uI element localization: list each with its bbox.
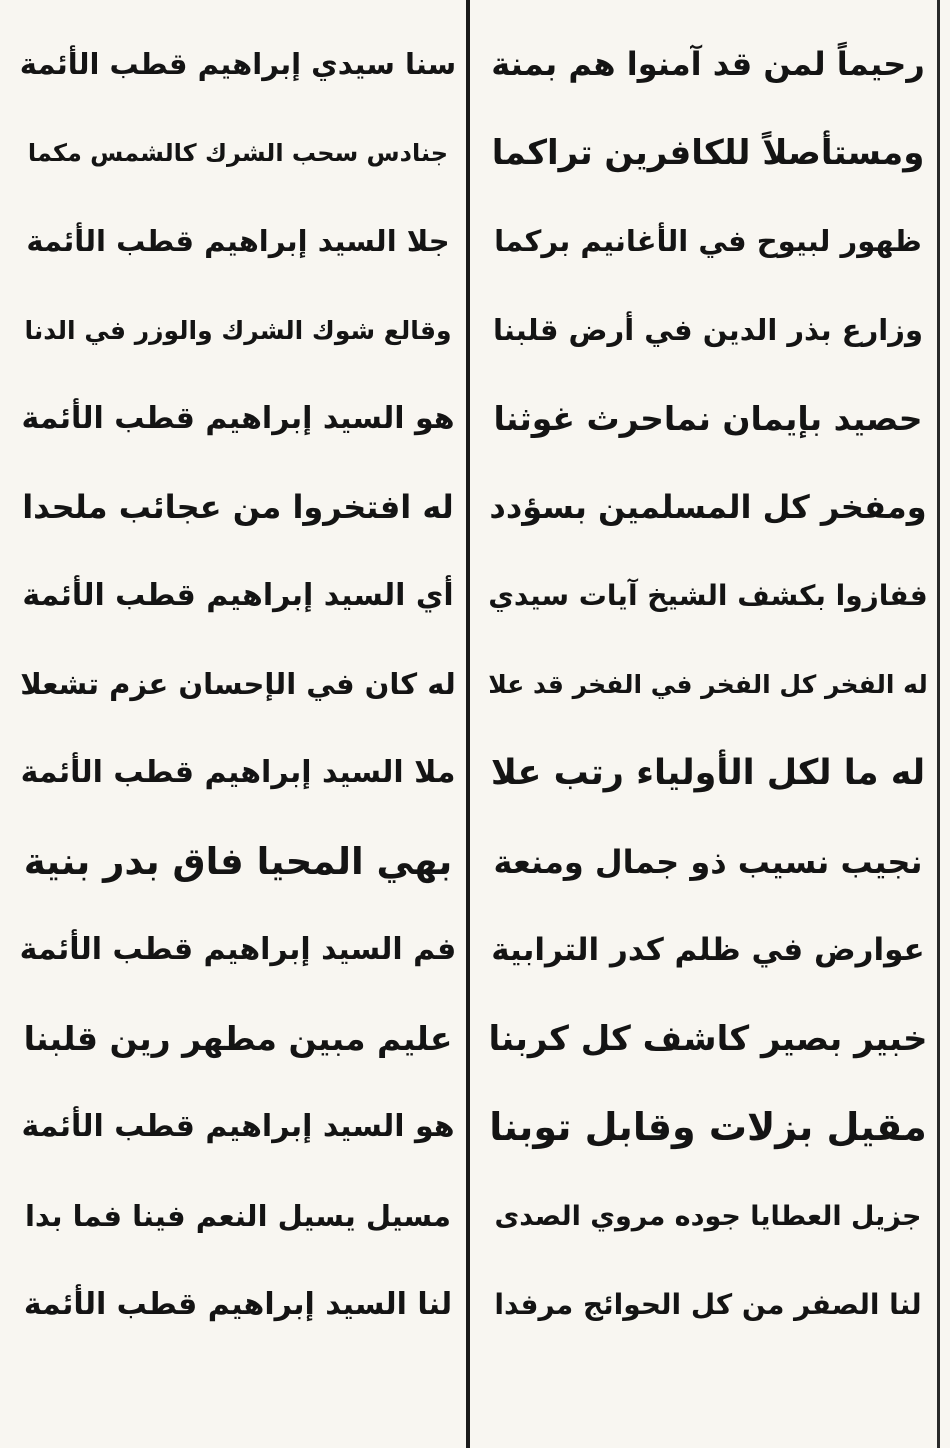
verse-line: مقيل بزلات وقابل توبنا — [489, 1105, 927, 1150]
verse-line: ومفخر كل المسلمين بسؤدد — [489, 488, 927, 527]
verse-line: هو السيد إبراهيم قطب الأئمة — [21, 400, 455, 436]
verse-line: حصيد بإيمان نماحرث غوثنا — [493, 399, 923, 439]
verse-line: لنا الصفر من كل الحوائج مرفدا — [494, 1287, 922, 1321]
verse-line: بهي المحيا فاق بدر بنية — [23, 840, 453, 884]
verse-line: أي السيد إبراهيم قطب الأئمة — [22, 577, 454, 613]
verse-line: مسيل يسيل النعم فينا فما بدا — [24, 1198, 452, 1233]
right-verse-column — [488, 20, 928, 1349]
verse-line: سنا سيدي إبراهيم قطب الأئمة — [20, 46, 456, 81]
verse-line: ففازوا بكشف الشيخ آيات سيدي — [488, 578, 928, 612]
left-verse-column — [20, 20, 456, 1349]
verse-line: ظهور لبيوح في الأغانيم بركما — [494, 223, 922, 258]
verse-line: له ما لكل الأولياء رتب علا — [490, 752, 926, 793]
page-edge-line — [937, 0, 940, 1448]
verse-line: فم السيد إبراهيم قطب الأئمة — [20, 932, 456, 968]
verse-line: عوارض في ظلم كدر الترابية — [491, 931, 925, 968]
verse-line: عليم مبين مطهر رين قلبنا — [23, 1019, 453, 1059]
verse-line: ملا السيد إبراهيم قطب الأئمة — [20, 755, 456, 791]
verse-line: له افتخروا من عجائب ملحدا — [22, 488, 454, 527]
verse-line: رحيماً لمن قد آمنوا هم بمنة — [491, 45, 925, 84]
verse-line: وزارع بذر الدين في أرض قلبنا — [493, 312, 923, 347]
verse-line: نجيب نسيب ذو جمال ومنعة — [493, 842, 923, 881]
verse-line: خبير بصير كاشف كل كربنا — [488, 1018, 928, 1059]
verse-line: لنا السيد إبراهيم قطب الأئمة — [23, 1286, 453, 1322]
verse-line: جزيل العطايا جوده مروي الصدى — [494, 1200, 922, 1232]
verse-line: هو السيد إبراهيم قطب الأئمة — [21, 1109, 455, 1145]
verse-line: له الفخر كل الفخر في الفخر قد علا — [488, 669, 928, 699]
column-divider — [466, 0, 470, 1448]
verse-line: له كان في الإحسان عزم تشعلا — [20, 666, 456, 701]
verse-line: جلا السيد إبراهيم قطب الأئمة — [26, 223, 450, 258]
verse-line: ومستأصلاً للكافرين تراكما — [491, 132, 925, 173]
verse-line: جنادس سحب الشرك كالشمس مكما — [27, 138, 449, 167]
verse-line: وقالع شوك الشرك والوزر في الدنا — [24, 315, 452, 345]
